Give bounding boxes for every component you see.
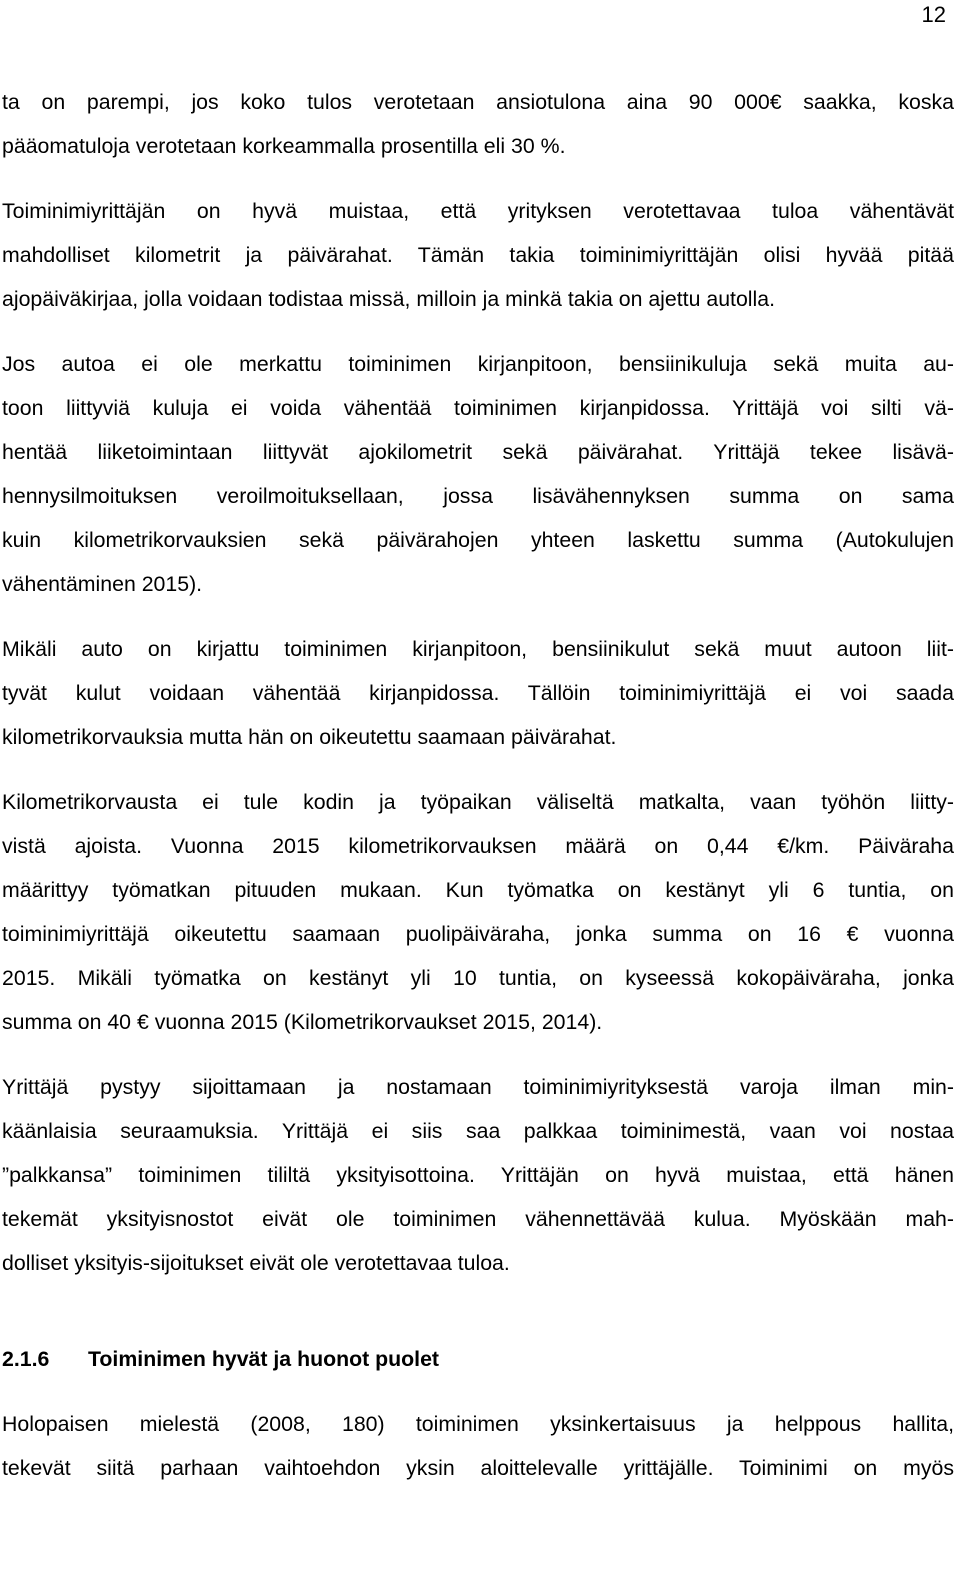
text-line: kilometrikorvauksia mutta hän on oikeutettu saamaan päivärahat.	[2, 725, 617, 749]
paragraph	[2, 80, 954, 168]
text-line: toon liittyviä kuluja ei voida vähentää toiminimen kirjanpidossa. Yrittäjä voi silti vä-	[2, 396, 954, 420]
text-line: dolliset yksityis-sijoitukset eivät ole verotettavaa tuloa.	[2, 1251, 510, 1275]
text-line: pääomatuloja verotetaan korkeammalla prosentilla eli 30 %.	[2, 134, 566, 158]
document-body	[2, 80, 954, 1490]
text-line: Yrittäjä pystyy sijoittamaan ja nostamaan toiminimiyrityksestä varoja ilman min-	[2, 1075, 954, 1099]
section-title: Toiminimen hyvät ja huonot puolet	[88, 1347, 440, 1371]
page-number: 12	[921, 2, 946, 27]
paragraph	[2, 627, 954, 759]
text-line: vähentäminen 2015).	[2, 572, 203, 596]
text-line: hentää liiketoimintaan liittyvät ajokilometrit sekä päivärahat. Yrittäjä tekee lisävä-	[2, 440, 954, 464]
paragraph	[2, 780, 954, 1044]
text-line: määrittyy työmatkan pituuden mukaan. Kun työmatka on kestänyt yli 6 tuntia, on	[2, 878, 954, 902]
text-line: Toiminimiyrittäjän on hyvä muistaa, että yrityksen verotettavaa tuloa vähentävät	[2, 199, 954, 223]
text-line: mahdolliset kilometrit ja päivärahat. Tämän takia toiminimiyrittäjän olisi hyvää pitää	[2, 243, 954, 267]
text-line: Holopaisen mielestä (2008, 180) toiminimen yksinkertaisuus ja helppous hallita,	[2, 1412, 954, 1436]
text-line: käänlaisia seuraamuksia. Yrittäjä ei siis saa palkkaa toiminimestä, vaan voi nostaa	[2, 1119, 954, 1143]
text-line: Jos autoa ei ole merkattu toiminimen kirjanpitoon, bensiinikuluja sekä muita au-	[2, 352, 954, 376]
text-line: summa on 40 € vuonna 2015 (Kilometrikorvaukset 2015, 2014).	[2, 1010, 603, 1034]
text-line: Kilometrikorvausta ei tule kodin ja työpaikan väliseltä matkalta, vaan työhön liitty-	[2, 790, 954, 814]
paragraph	[2, 342, 954, 606]
text-line: kuin kilometrikorvauksien sekä päivärahojen yhteen laskettu summa (Autokulujen	[2, 528, 954, 552]
paragraph	[2, 189, 954, 321]
text-line: toiminimiyrittäjä oikeutettu saamaan puolipäiväraha, jonka summa on 16 € vuonna	[2, 922, 954, 946]
text-line: tyvät kulut voidaan vähentää kirjanpidossa. Tällöin toiminimiyrittäjä ei voi saada	[2, 681, 954, 705]
text-line: tekevät siitä parhaan vaihtoehdon yksin aloittelevalle yrittäjälle. Toiminimi on myös	[2, 1456, 954, 1480]
section-number: 2.1.6	[2, 1347, 50, 1371]
text-line: ajopäiväkirjaa, jolla voidaan todistaa missä, milloin ja minkä takia on ajettu autolla.	[2, 287, 776, 311]
text-line: 2015. Mikäli työmatka on kestänyt yli 10 tuntia, on kyseessä kokopäiväraha, jonka	[2, 966, 954, 990]
text-line: vistä ajoista. Vuonna 2015 kilometrikorvauksen määrä on 0,44 €/km. Päiväraha	[2, 834, 954, 858]
text-line: hennysilmoituksen veroilmoituksellaan, jossa lisävähennyksen summa on sama	[2, 484, 954, 508]
section-heading	[2, 1337, 954, 1381]
text-line: ”palkkansa” toiminimen tililtä yksityisottoina. Yrittäjän on hyvä muistaa, että hänen	[2, 1163, 954, 1187]
text-line: ta on parempi, jos koko tulos verotetaan ansiotulona aina 90 000€ saakka, koska	[2, 90, 954, 114]
text-line: tekemät yksityisnostot eivät ole toiminimen vähennettävää kulua. Myöskään mah-	[2, 1207, 954, 1231]
paragraph	[2, 1402, 954, 1490]
paragraph	[2, 1065, 954, 1285]
text-line: Mikäli auto on kirjattu toiminimen kirjanpitoon, bensiinikulut sekä muut autoon liit-	[2, 637, 954, 661]
